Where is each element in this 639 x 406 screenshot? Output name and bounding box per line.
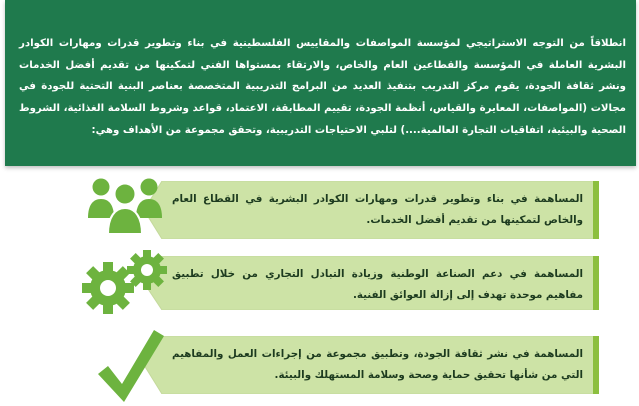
goal-text-3: المساهمة في نشر ثقافة الجودة، وتطبيق مجموعة من إجراءات العمل والمفاهيم التي من شأنها تحقيق حماية وصحة وسلامة المستهلك والبيئة. <box>172 348 583 381</box>
goal-card-3-accent <box>593 336 599 394</box>
goal-card-2 <box>144 256 599 310</box>
gears-icon <box>82 248 172 314</box>
goal-text-1: المساهمة في بناء وتطوير قدرات ومهارات الكوادر البشرية في القطاع العام والخاص لتمكينها من تقديم أفضل الخدمات. <box>172 193 583 226</box>
checkmark-icon <box>98 330 164 402</box>
goal-card-1 <box>144 181 599 239</box>
intro-panel <box>5 0 636 166</box>
goal-card-1-accent <box>593 181 599 239</box>
people-group-icon <box>86 174 164 236</box>
goal-text-2: المساهمة في دعم الصناعة الوطنية وزيادة التبادل التجاري من خلال تطبيق مفاهيم موحدة تهدف إلى إزالة العوائق الفنية. <box>172 268 583 301</box>
goal-card-2-accent <box>593 256 599 310</box>
goal-card-3 <box>144 336 599 394</box>
intro-text: انطلاقاً من التوجه الاستراتيجي لمؤسسة المواصفات والمقاييس الفلسطينية في بناء وتطوير قدرات ومهارات الكوادر البشرية العاملة في المؤسسة والقطاعين العام والخاص، والارتقاء بمستواها الفني لتمكينها من تقديم أفضل الخدمات ونشر ثقافة الجودة، يقوم مركز التدريب بتنفيذ العديد من البرامج التدريبية المتخصصة بعناصر البنية التحتية للجودة في مجالات (المواصفات، المعايرة والقياس، أنظمة الجودة، تقييم المطابقة، الاعتماد، قواعد وشروط السلامة الغذائية، الشروط الصحية والبيئية، اتفاقيات التجارة العالمية....) لتلبي الاحتياجات التدريبية، وتحقق مجموعة من الأهداف وهي: <box>19 38 626 136</box>
